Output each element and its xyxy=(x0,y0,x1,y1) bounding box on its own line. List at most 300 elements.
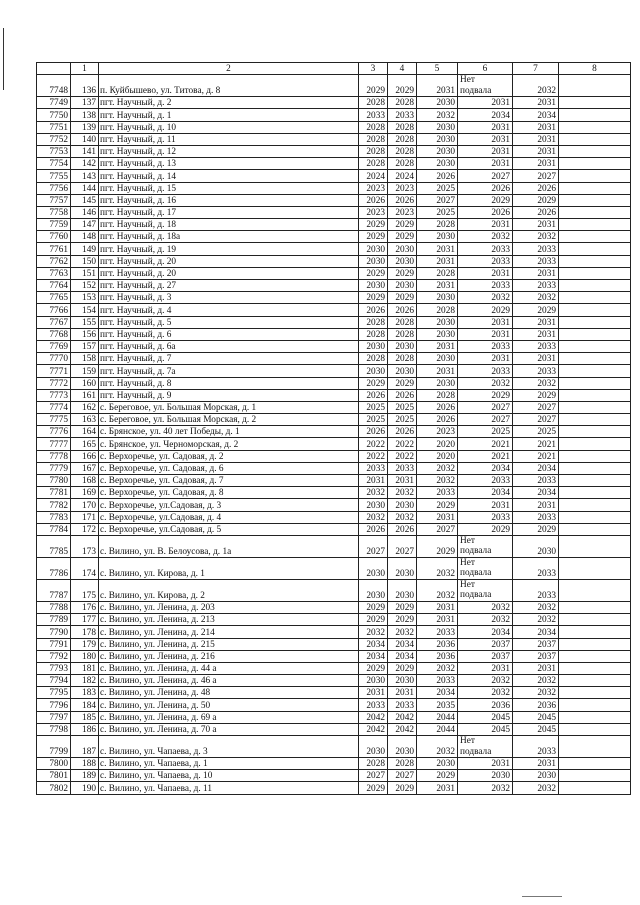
year-cell-7: 2032 xyxy=(513,292,559,304)
item-number-cell: 151 xyxy=(71,267,99,279)
year-cell-4: 2023 xyxy=(388,206,417,218)
year-cell-4: 2025 xyxy=(388,414,417,426)
item-number-cell: 152 xyxy=(71,280,99,292)
address-cell: с. Вилино, ул. Ленина, д. 46 а xyxy=(99,675,359,687)
year-cell-4: 2024 xyxy=(388,170,417,182)
basement-note xyxy=(460,75,510,96)
cell-6: 2026 xyxy=(458,182,513,194)
address-cell: с. Вилино, ул. Ленина, д. 203 xyxy=(99,601,359,613)
year-cell-3: 2029 xyxy=(359,782,388,794)
year-cell-3: 2026 xyxy=(359,389,388,401)
year-cell-4: 2029 xyxy=(388,782,417,794)
cell-8 xyxy=(559,438,631,450)
year-cell-4: 2034 xyxy=(388,638,417,650)
row-id-cell: 7791 xyxy=(37,638,71,650)
row-id-cell: 7787 xyxy=(37,579,71,601)
basement-note xyxy=(460,736,510,757)
table-row xyxy=(37,267,631,279)
year-cell-5: 2033 xyxy=(417,626,458,638)
row-id-cell: 7772 xyxy=(37,377,71,389)
item-number-cell: 172 xyxy=(71,523,99,535)
basement-note-line: Нет xyxy=(460,736,475,746)
cell-8 xyxy=(559,626,631,638)
address-cell: пгт. Научный, д. 10 xyxy=(99,121,359,133)
basement-note xyxy=(460,580,510,601)
cell-8 xyxy=(559,535,631,557)
row-id-cell: 7753 xyxy=(37,145,71,157)
year-cell-5: 2032 xyxy=(417,109,458,121)
year-cell-5: 2030 xyxy=(417,158,458,170)
year-cell-3: 2031 xyxy=(359,475,388,487)
year-cell-3: 2028 xyxy=(359,97,388,109)
row-id-cell: 7760 xyxy=(37,231,71,243)
address-cell: пгт. Научный, д. 13 xyxy=(99,158,359,170)
row-id-cell: 7751 xyxy=(37,121,71,133)
address-cell: с. Верхоречье, ул.Садовая, д. 5 xyxy=(99,523,359,535)
year-cell-3: 2030 xyxy=(359,280,388,292)
address-cell: пгт. Научный, д. 17 xyxy=(99,206,359,218)
year-cell-5: 2030 xyxy=(417,316,458,328)
year-cell-7: 2033 xyxy=(513,475,559,487)
cell-8 xyxy=(559,340,631,352)
year-cell-7: 2031 xyxy=(513,267,559,279)
table-row xyxy=(37,579,631,601)
basement-note-line: Нет xyxy=(460,579,475,590)
year-cell-7: 2032 xyxy=(513,377,559,389)
year-cell-4: 2032 xyxy=(388,487,417,499)
year-cell-3: 2029 xyxy=(359,614,388,626)
table-row xyxy=(37,782,631,794)
basement-note-line: подвала xyxy=(460,746,492,757)
basement-note-line: подвала xyxy=(460,590,492,601)
row-id-cell: 7774 xyxy=(37,401,71,413)
year-cell-5: 2031 xyxy=(417,365,458,377)
cell-6: 2032 xyxy=(458,377,513,389)
housing-schedule-table xyxy=(36,62,631,795)
item-number-cell: 150 xyxy=(71,255,99,267)
item-number-cell: 169 xyxy=(71,487,99,499)
year-cell-5: 2032 xyxy=(417,662,458,674)
year-cell-5: 2030 xyxy=(417,97,458,109)
row-id-cell: 7759 xyxy=(37,219,71,231)
cell-6: 2031 xyxy=(458,145,513,157)
row-id-cell: 7764 xyxy=(37,280,71,292)
header-cell: 4 xyxy=(388,63,417,75)
row-id-cell: 7779 xyxy=(37,462,71,474)
cell-8 xyxy=(559,675,631,687)
table-row xyxy=(37,487,631,499)
cell-6: 2033 xyxy=(458,280,513,292)
year-cell-7: 2027 xyxy=(513,401,559,413)
table-row xyxy=(37,535,631,557)
year-cell-5: 2030 xyxy=(417,758,458,770)
cell-8 xyxy=(559,133,631,145)
address-cell: пгт. Научный, д. 15 xyxy=(99,182,359,194)
year-cell-4: 2022 xyxy=(388,438,417,450)
basement-note xyxy=(460,536,510,557)
item-number-cell: 181 xyxy=(71,662,99,674)
item-number-cell: 139 xyxy=(71,121,99,133)
cell-6: 2032 xyxy=(458,614,513,626)
cell-8 xyxy=(559,316,631,328)
year-cell-5: 2027 xyxy=(417,194,458,206)
cell-6: 2037 xyxy=(458,650,513,662)
table-row xyxy=(37,426,631,438)
year-cell-5: 2028 xyxy=(417,219,458,231)
basement-note-line: Нет xyxy=(460,75,475,86)
year-cell-7: 2029 xyxy=(513,194,559,206)
address-cell: пгт. Научный, д. 9 xyxy=(99,389,359,401)
year-cell-3: 2030 xyxy=(359,557,388,579)
address-cell: с. Вилино, ул. Ленина, д. 44 а xyxy=(99,662,359,674)
cell-8 xyxy=(559,414,631,426)
row-id-cell: 7776 xyxy=(37,426,71,438)
table-row xyxy=(37,626,631,638)
item-number-cell: 178 xyxy=(71,626,99,638)
year-cell-7: 2032 xyxy=(513,782,559,794)
year-cell-5: 2032 xyxy=(417,736,458,758)
basement-note-line: подвала xyxy=(460,85,492,96)
cell-6 xyxy=(458,75,513,97)
year-cell-4: 2034 xyxy=(388,650,417,662)
year-cell-7: 2031 xyxy=(513,758,559,770)
header-cell: 8 xyxy=(559,63,631,75)
cell-6: 2036 xyxy=(458,699,513,711)
year-cell-7: 2027 xyxy=(513,414,559,426)
year-cell-5: 2020 xyxy=(417,450,458,462)
table-row xyxy=(37,170,631,182)
year-cell-3: 2028 xyxy=(359,121,388,133)
year-cell-5: 2030 xyxy=(417,328,458,340)
year-cell-7: 2033 xyxy=(513,243,559,255)
year-cell-3: 2029 xyxy=(359,292,388,304)
year-cell-5: 2027 xyxy=(417,523,458,535)
table-row xyxy=(37,389,631,401)
year-cell-5: 2031 xyxy=(417,280,458,292)
cell-8 xyxy=(559,145,631,157)
year-cell-3: 2032 xyxy=(359,511,388,523)
year-cell-3: 2022 xyxy=(359,450,388,462)
table-row xyxy=(37,475,631,487)
cell-6: 2033 xyxy=(458,511,513,523)
row-id-cell: 7771 xyxy=(37,365,71,377)
table-row xyxy=(37,414,631,426)
year-cell-3: 2028 xyxy=(359,158,388,170)
item-number-cell: 145 xyxy=(71,194,99,206)
cell-8 xyxy=(559,557,631,579)
item-number-cell: 156 xyxy=(71,328,99,340)
year-cell-4: 2029 xyxy=(388,662,417,674)
cell-8 xyxy=(559,662,631,674)
year-cell-3: 2030 xyxy=(359,340,388,352)
cell-6: 2033 xyxy=(458,340,513,352)
year-cell-4: 2030 xyxy=(388,557,417,579)
year-cell-5: 2031 xyxy=(417,511,458,523)
year-cell-7: 2033 xyxy=(513,511,559,523)
year-cell-5: 2030 xyxy=(417,121,458,133)
year-cell-4: 2026 xyxy=(388,426,417,438)
cell-8 xyxy=(559,711,631,723)
row-id-cell: 7763 xyxy=(37,267,71,279)
year-cell-3: 2029 xyxy=(359,267,388,279)
year-cell-4: 2026 xyxy=(388,304,417,316)
cell-6 xyxy=(458,557,513,579)
year-cell-4: 2030 xyxy=(388,499,417,511)
cell-8 xyxy=(559,267,631,279)
year-cell-5: 2035 xyxy=(417,699,458,711)
table-row xyxy=(37,182,631,194)
row-id-cell: 7794 xyxy=(37,675,71,687)
cell-6 xyxy=(458,579,513,601)
cell-6: 2032 xyxy=(458,687,513,699)
year-cell-7: 2032 xyxy=(513,601,559,613)
year-cell-3: 2030 xyxy=(359,736,388,758)
cell-8 xyxy=(559,426,631,438)
item-number-cell: 188 xyxy=(71,758,99,770)
cell-6: 2034 xyxy=(458,626,513,638)
item-number-cell: 168 xyxy=(71,475,99,487)
year-cell-7: 2021 xyxy=(513,450,559,462)
year-cell-5: 2026 xyxy=(417,401,458,413)
year-cell-4: 2028 xyxy=(388,353,417,365)
row-id-cell: 7761 xyxy=(37,243,71,255)
year-cell-7: 2027 xyxy=(513,170,559,182)
year-cell-4: 2028 xyxy=(388,121,417,133)
year-cell-3: 2042 xyxy=(359,723,388,735)
year-cell-7: 2032 xyxy=(513,675,559,687)
cell-8 xyxy=(559,723,631,735)
year-cell-3: 2026 xyxy=(359,523,388,535)
year-cell-3: 2042 xyxy=(359,711,388,723)
footer-line xyxy=(522,896,562,897)
item-number-cell: 141 xyxy=(71,145,99,157)
year-cell-5: 2031 xyxy=(417,614,458,626)
table-row xyxy=(37,699,631,711)
address-cell: пгт. Научный, д. 5 xyxy=(99,316,359,328)
cell-6: 2033 xyxy=(458,255,513,267)
header-cell: 5 xyxy=(417,63,458,75)
year-cell-7: 2031 xyxy=(513,499,559,511)
item-number-cell: 155 xyxy=(71,316,99,328)
year-cell-5: 2036 xyxy=(417,638,458,650)
cell-8 xyxy=(559,511,631,523)
year-cell-5: 2028 xyxy=(417,304,458,316)
address-cell: пгт. Научный, д. 6а xyxy=(99,340,359,352)
row-id-cell: 7750 xyxy=(37,109,71,121)
year-cell-4: 2033 xyxy=(388,462,417,474)
year-cell-4: 2026 xyxy=(388,194,417,206)
cell-8 xyxy=(559,231,631,243)
table-row xyxy=(37,255,631,267)
row-id-cell: 7752 xyxy=(37,133,71,145)
table-row xyxy=(37,280,631,292)
cell-8 xyxy=(559,736,631,758)
header-cell: 2 xyxy=(99,63,359,75)
address-cell: с. Верхоречье, ул.Садовая, д. 4 xyxy=(99,511,359,523)
cell-8 xyxy=(559,121,631,133)
year-cell-3: 2031 xyxy=(359,687,388,699)
year-cell-5: 2031 xyxy=(417,75,458,97)
table-row xyxy=(37,304,631,316)
table-row xyxy=(37,511,631,523)
year-cell-5: 2026 xyxy=(417,414,458,426)
year-cell-3: 2030 xyxy=(359,255,388,267)
year-cell-3: 2034 xyxy=(359,638,388,650)
item-number-cell: 180 xyxy=(71,650,99,662)
cell-8 xyxy=(559,365,631,377)
row-id-cell: 7758 xyxy=(37,206,71,218)
year-cell-4: 2028 xyxy=(388,328,417,340)
year-cell-7: 2034 xyxy=(513,462,559,474)
year-cell-3: 2029 xyxy=(359,662,388,674)
table-row xyxy=(37,158,631,170)
cell-6: 2034 xyxy=(458,109,513,121)
address-cell: п. Куйбышево, ул. Титова, д. 8 xyxy=(99,75,359,97)
year-cell-5: 2023 xyxy=(417,426,458,438)
table-row xyxy=(37,243,631,255)
header-cell: 6 xyxy=(458,63,513,75)
row-id-cell: 7802 xyxy=(37,782,71,794)
row-id-cell: 7801 xyxy=(37,770,71,782)
year-cell-7: 2032 xyxy=(513,75,559,97)
table-row xyxy=(37,770,631,782)
item-number-cell: 138 xyxy=(71,109,99,121)
year-cell-3: 2028 xyxy=(359,145,388,157)
year-cell-4: 2027 xyxy=(388,535,417,557)
year-cell-5: 2034 xyxy=(417,687,458,699)
year-cell-7: 2031 xyxy=(513,328,559,340)
year-cell-3: 2026 xyxy=(359,194,388,206)
item-number-cell: 183 xyxy=(71,687,99,699)
year-cell-5: 2030 xyxy=(417,377,458,389)
row-id-cell: 7777 xyxy=(37,438,71,450)
address-cell: пгт. Научный, д. 16 xyxy=(99,194,359,206)
year-cell-5: 2031 xyxy=(417,782,458,794)
cell-6: 2029 xyxy=(458,523,513,535)
table-body xyxy=(37,75,631,794)
year-cell-3: 2030 xyxy=(359,365,388,377)
table-row xyxy=(37,292,631,304)
year-cell-7: 2037 xyxy=(513,638,559,650)
table-row xyxy=(37,231,631,243)
year-cell-4: 2031 xyxy=(388,475,417,487)
basement-note-line: подвала xyxy=(460,546,492,557)
table-row xyxy=(37,316,631,328)
cell-6: 2045 xyxy=(458,723,513,735)
row-id-cell: 7785 xyxy=(37,535,71,557)
year-cell-3: 2023 xyxy=(359,182,388,194)
address-cell: с. Вилино, ул. Чапаева, д. 11 xyxy=(99,782,359,794)
cell-6: 2032 xyxy=(458,675,513,687)
item-number-cell: 137 xyxy=(71,97,99,109)
row-id-cell: 7799 xyxy=(37,736,71,758)
year-cell-5: 2028 xyxy=(417,267,458,279)
item-number-cell: 189 xyxy=(71,770,99,782)
cell-6: 2032 xyxy=(458,292,513,304)
year-cell-3: 2028 xyxy=(359,133,388,145)
table-row xyxy=(37,650,631,662)
cell-6: 2031 xyxy=(458,758,513,770)
row-id-cell: 7775 xyxy=(37,414,71,426)
year-cell-3: 2030 xyxy=(359,579,388,601)
year-cell-4: 2029 xyxy=(388,219,417,231)
year-cell-5: 2032 xyxy=(417,557,458,579)
basement-note-line: подвала xyxy=(460,568,492,579)
item-number-cell: 154 xyxy=(71,304,99,316)
row-id-cell: 7773 xyxy=(37,389,71,401)
year-cell-7: 2026 xyxy=(513,182,559,194)
cell-8 xyxy=(559,170,631,182)
cell-6: 2031 xyxy=(458,133,513,145)
cell-6: 2033 xyxy=(458,475,513,487)
cell-8 xyxy=(559,219,631,231)
address-cell: с. Вилино, ул. Ленина, д. 50 xyxy=(99,699,359,711)
year-cell-7: 2031 xyxy=(513,133,559,145)
row-id-cell: 7797 xyxy=(37,711,71,723)
item-number-cell: 163 xyxy=(71,414,99,426)
row-id-cell: 7792 xyxy=(37,650,71,662)
row-id-cell: 7766 xyxy=(37,304,71,316)
cell-8 xyxy=(559,194,631,206)
year-cell-3: 2029 xyxy=(359,601,388,613)
cell-8 xyxy=(559,182,631,194)
address-cell: с. Вилино, ул. Ленина, д. 216 xyxy=(99,650,359,662)
cell-6: 2032 xyxy=(458,231,513,243)
cell-6 xyxy=(458,736,513,758)
year-cell-3: 2029 xyxy=(359,219,388,231)
cell-8 xyxy=(559,638,631,650)
address-cell: с. Верхоречье, ул. Садовая, д. 8 xyxy=(99,487,359,499)
cell-8 xyxy=(559,770,631,782)
cell-6: 2031 xyxy=(458,662,513,674)
year-cell-7: 2021 xyxy=(513,438,559,450)
year-cell-3: 2029 xyxy=(359,231,388,243)
item-number-cell: 162 xyxy=(71,401,99,413)
year-cell-5: 2030 xyxy=(417,292,458,304)
table-row xyxy=(37,638,631,650)
row-id-cell: 7755 xyxy=(37,170,71,182)
year-cell-3: 2025 xyxy=(359,401,388,413)
year-cell-3: 2034 xyxy=(359,650,388,662)
year-cell-4: 2029 xyxy=(388,75,417,97)
header-cell: 3 xyxy=(359,63,388,75)
address-cell: пгт. Научный, д. 8 xyxy=(99,377,359,389)
address-cell: с. Береговое, ул. Большая Морская, д. 2 xyxy=(99,414,359,426)
table-row xyxy=(37,377,631,389)
year-cell-7: 2033 xyxy=(513,340,559,352)
year-cell-7: 2033 xyxy=(513,365,559,377)
cell-8 xyxy=(559,377,631,389)
address-cell: пгт. Научный, д. 27 xyxy=(99,280,359,292)
basement-note xyxy=(460,558,510,579)
item-number-cell: 182 xyxy=(71,675,99,687)
table-row xyxy=(37,109,631,121)
row-id-cell: 7769 xyxy=(37,340,71,352)
year-cell-4: 2028 xyxy=(388,97,417,109)
year-cell-7: 2033 xyxy=(513,557,559,579)
cell-8 xyxy=(559,487,631,499)
item-number-cell: 149 xyxy=(71,243,99,255)
year-cell-7: 2031 xyxy=(513,219,559,231)
year-cell-7: 2045 xyxy=(513,723,559,735)
basement-note-line: Нет xyxy=(460,557,475,568)
row-id-cell: 7780 xyxy=(37,475,71,487)
row-id-cell: 7767 xyxy=(37,316,71,328)
year-cell-7: 2034 xyxy=(513,487,559,499)
year-cell-3: 2030 xyxy=(359,499,388,511)
item-number-cell: 171 xyxy=(71,511,99,523)
address-cell: с. Вилино, ул. Кирова, д. 2 xyxy=(99,579,359,601)
